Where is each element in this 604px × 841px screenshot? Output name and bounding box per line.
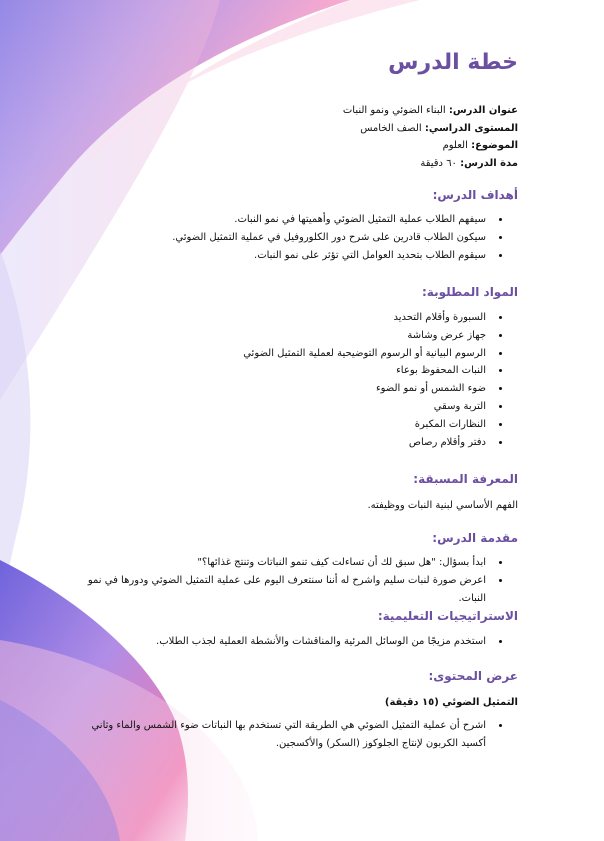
list-item: • اشرح أن عملية التمثيل الضوئي هي الطريقة التي تستخدم بها النباتات ضوء الشمس والماء وثاني أكسيد الكربون لإنتاج الجلوكوز (السكر) والأكسجين. — [85, 717, 490, 753]
list-item: • سيقوم الطلاب بتحديد العوامل التي تؤثر على نمو النبات. — [172, 247, 490, 265]
list-item: • ابدأ بسؤال: "هل سبق لك أن تساءلت كيف تنمو النباتات وتنتج غذائها؟" — [86, 554, 490, 572]
introduction-list — [86, 554, 518, 607]
introduction-heading: مقدمة الدرس: — [432, 531, 518, 545]
list-item: • السبورة وأقلام التحديد — [243, 309, 490, 327]
meta-duration: مدة الدرس: ٦٠ دقيقة — [420, 157, 518, 169]
materials-heading: المواد المطلوبة: — [422, 285, 518, 299]
content-heading: عرض المحتوى: — [428, 669, 518, 683]
strategies-heading: الاستراتيجيات التعليمية: — [377, 609, 518, 623]
strategies-list — [156, 633, 518, 651]
list-item: • سيفهم الطلاب عملية التمثيل الضوئي وأهميتها في نمو النبات. — [172, 211, 490, 229]
lesson-metadata — [343, 102, 518, 172]
list-item: • ضوء الشمس أو نمو الضوء — [243, 380, 490, 398]
meta-lesson-title: عنوان الدرس: البناء الضوئي ونمو النبات — [342, 105, 518, 116]
prior-knowledge-text: الفهم الأساسي لبنية النبات ووظيفته. — [367, 500, 518, 511]
meta-subject: الموضوع: العلوم — [442, 140, 518, 152]
objectives-heading: أهداف الدرس: — [432, 188, 518, 202]
list-item: • دفتر وأقلام رصاص — [243, 434, 490, 452]
list-item: • سيكون الطلاب قادرين على شرح دور الكلوروفيل في عملية التمثيل الضوئي. — [172, 229, 490, 247]
content-subheading: التمثيل الضوئي (١٥ دقيقة) — [384, 697, 518, 708]
content-list — [85, 717, 518, 753]
document-title: خطة الدرس — [388, 50, 518, 75]
list-item: • النظارات المكبرة — [243, 416, 490, 434]
meta-grade-level: المستوى الدراسي: الصف الخامس — [360, 122, 518, 134]
objectives-list — [172, 211, 518, 264]
list-item: • النبات المحفوظ بوعاء — [243, 362, 490, 380]
list-item: • التربة وسقي — [243, 398, 490, 416]
list-item: • استخدم مزيجًا من الوسائل المرئية والمناقشات والأنشطة العملية لجذب الطلاب. — [156, 633, 490, 651]
list-item: • جهاز عرض وشاشة — [243, 327, 490, 345]
list-item: • اعرض صورة لنبات سليم واشرح له أننا سنتعرف اليوم على عملية التمثيل الضوئي ودورها في نمو النبات. — [86, 572, 490, 608]
list-item: • الرسوم البيانية أو الرسوم التوضيحية لعملية التمثيل الضوئي — [243, 345, 490, 363]
prior-knowledge-heading: المعرفة المسبقة: — [413, 472, 518, 486]
materials-list — [243, 309, 518, 451]
